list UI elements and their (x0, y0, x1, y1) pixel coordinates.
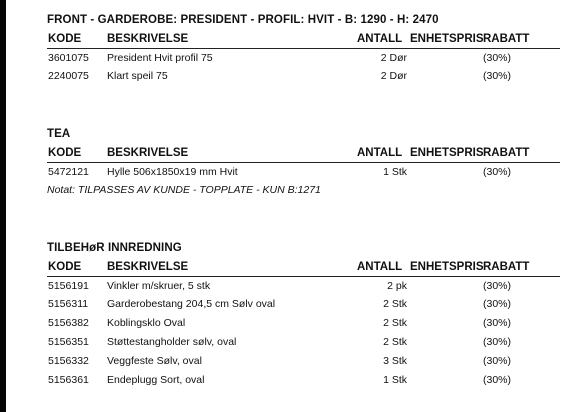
table-row (47, 52, 557, 66)
row-quantity: 1 Stk (383, 166, 407, 178)
row-description: Veggfeste Sølv, oval (107, 355, 202, 367)
header-description: BESKRIVELSE (107, 261, 189, 273)
section-title-accessories: TILBEHøR INNREDNING (47, 242, 182, 254)
row-quantity: 2 pk (387, 280, 407, 292)
row-quantity: 3 Stk (383, 355, 407, 367)
table-header-front (47, 33, 557, 47)
header-code: KODE (48, 147, 82, 159)
row-quantity: 2 Stk (383, 317, 407, 329)
header-rule (47, 276, 560, 277)
table-row (47, 70, 557, 84)
row-code: 5156332 (48, 355, 89, 367)
row-code: 3601075 (48, 52, 89, 64)
row-discount: (30%) (483, 52, 512, 64)
row-code: 2240075 (48, 70, 89, 82)
header-unit-price: ENHETSPRIS (410, 261, 484, 273)
table-row (47, 336, 557, 350)
row-description: Støttestangholder sølv, oval (107, 336, 237, 348)
header-description: BESKRIVELSE (107, 33, 189, 45)
row-description: Garderobestang 204,5 cm Sølv oval (107, 298, 276, 310)
header-quantity: ANTALL (357, 261, 403, 273)
header-quantity: ANTALL (357, 147, 403, 159)
table-row (47, 317, 557, 331)
header-quantity: ANTALL (357, 33, 403, 45)
header-code: KODE (48, 33, 82, 45)
header-code: KODE (48, 261, 82, 273)
table-row (47, 374, 557, 388)
row-quantity: 2 Dør (380, 70, 407, 82)
row-code: 5472121 (48, 166, 89, 178)
note-text: Notat: TILPASSES AV KUNDE - TOPPLATE - KUN B:1271 (47, 184, 321, 196)
row-discount: (30%) (483, 280, 512, 292)
header-rule (47, 162, 560, 163)
row-code: 5156311 (48, 298, 89, 310)
header-discount: RABATT (483, 33, 530, 45)
header-description: BESKRIVELSE (107, 147, 189, 159)
table-row (47, 355, 557, 369)
header-rule (47, 48, 560, 49)
row-quantity: 2 Dør (380, 52, 407, 64)
row-discount: (30%) (483, 298, 512, 310)
header-discount: RABATT (483, 261, 530, 273)
header-discount: RABATT (483, 147, 530, 159)
table-header-tea (47, 147, 557, 161)
row-description: Klart speil 75 (107, 70, 168, 82)
row-code: 5156351 (48, 336, 89, 348)
header-unit-price: ENHETSPRIS (410, 147, 484, 159)
row-quantity: 2 Stk (383, 336, 407, 348)
row-code: 5156382 (48, 317, 89, 329)
table-row (47, 298, 557, 312)
section-title-tea: TEA (47, 128, 71, 140)
section-title-front: FRONT - GARDEROBE: PRESIDENT - PROFIL: HVIT - B: 1290 - H: 2470 (47, 14, 439, 26)
row-description: Vinkler m/skruer, 5 stk (107, 280, 211, 292)
row-description: Endeplugg Sort, oval (107, 374, 205, 386)
row-code: 5156361 (48, 374, 89, 386)
row-quantity: 2 Stk (383, 298, 407, 310)
row-description: Koblingsklo Oval (107, 317, 186, 329)
row-code: 5156191 (48, 280, 89, 292)
row-quantity: 1 Stk (383, 374, 407, 386)
scan-edge (0, 0, 6, 412)
row-description: Hylle 506x1850x19 mm Hvit (107, 166, 238, 178)
header-unit-price: ENHETSPRIS (410, 33, 484, 45)
row-discount: (30%) (483, 70, 512, 82)
row-description: President Hvit profil 75 (107, 52, 213, 64)
table-row (47, 280, 557, 294)
table-row (47, 166, 557, 180)
row-discount: (30%) (483, 317, 512, 329)
row-discount: (30%) (483, 374, 512, 386)
row-discount: (30%) (483, 166, 512, 178)
row-discount: (30%) (483, 336, 512, 348)
row-discount: (30%) (483, 355, 512, 367)
table-header-accessories (47, 261, 557, 275)
